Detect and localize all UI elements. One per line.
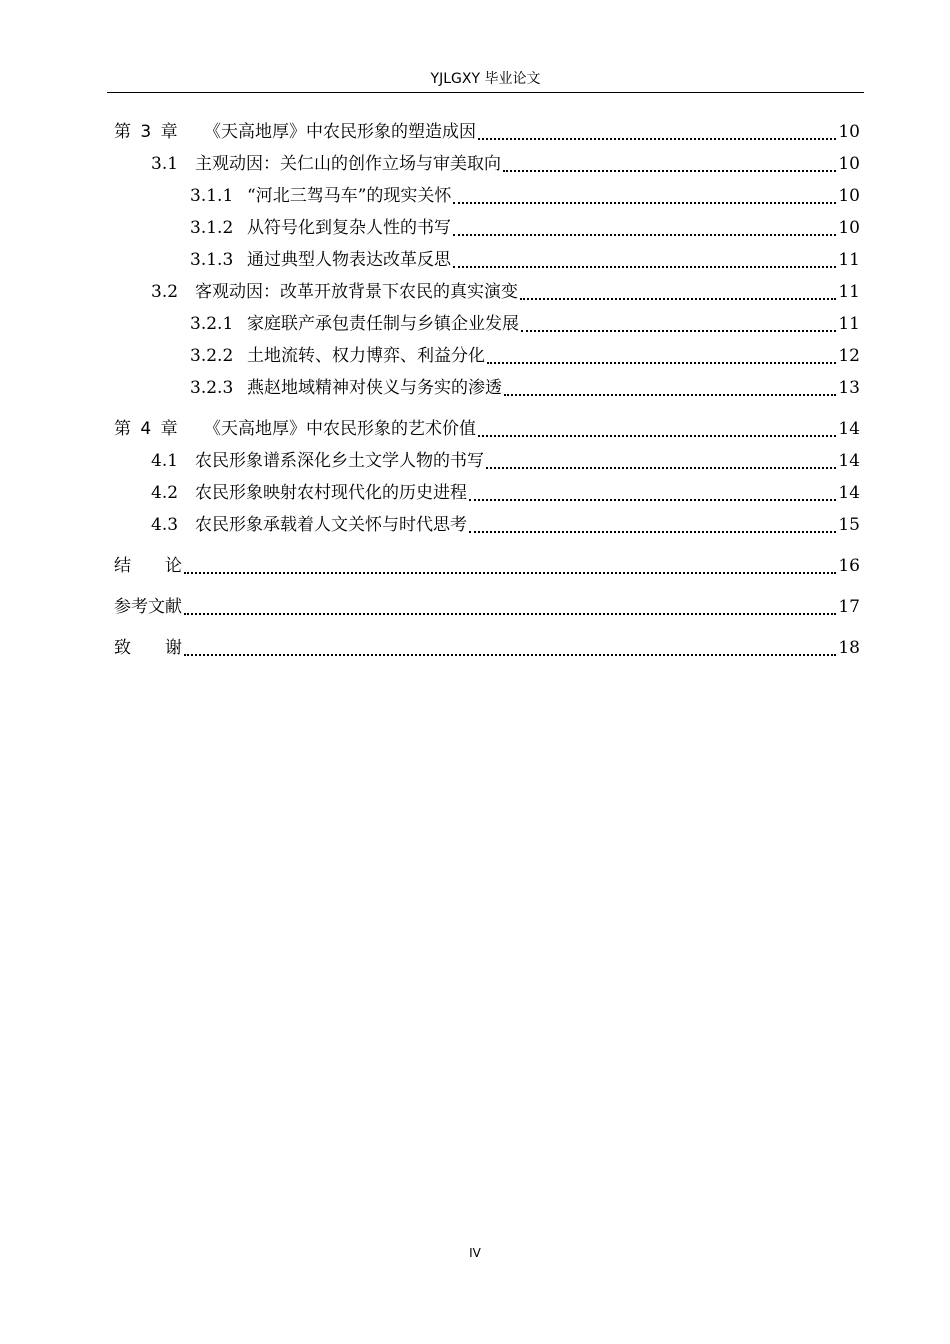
toc-title: 农民形象谱系深化乡土文学人物的书写: [195, 451, 484, 471]
toc-number: 第 3 章: [114, 122, 180, 142]
toc-page-number: 11: [838, 314, 860, 334]
toc-page-number: 18: [838, 638, 860, 658]
page-header: [107, 68, 864, 93]
toc-entry-4-3[interactable]: [114, 509, 860, 541]
toc-title: 农民形象承载着人文关怀与时代思考: [195, 515, 467, 535]
toc-title: 致 谢: [114, 638, 182, 658]
toc-number: 4.3: [151, 515, 179, 535]
toc-page-number: 17: [838, 597, 860, 617]
dot-leader: [478, 435, 836, 437]
page-footer: [0, 1246, 950, 1260]
dot-leader: [184, 654, 836, 656]
toc-number: 4.2: [151, 483, 179, 503]
toc-entry-3-2[interactable]: [114, 276, 860, 308]
toc-title: 参考文献: [114, 597, 182, 617]
toc-page-number: 10: [838, 154, 860, 174]
toc-page-number: 11: [838, 282, 860, 302]
toc-title: 农民形象映射农村现代化的历史进程: [195, 483, 467, 503]
toc-title: 主观动因：关仁山的创作立场与审美取向: [195, 154, 501, 174]
toc-title: 通过典型人物表达改革反思: [247, 250, 451, 270]
toc-page-number: 15: [838, 515, 860, 535]
toc-title: 家庭联产承包责任制与乡镇企业发展: [247, 314, 519, 334]
dot-leader: [453, 202, 836, 204]
toc-entry-chapter-3[interactable]: [114, 116, 860, 148]
toc-entry-3-2-2[interactable]: [114, 340, 860, 372]
toc-title: 《天高地厚》中农民形象的艺术价值: [204, 419, 476, 439]
dot-leader: [469, 499, 836, 501]
dot-leader: [453, 234, 836, 236]
dot-leader: [520, 298, 836, 300]
toc-title: 结 论: [114, 556, 182, 576]
toc-entry-3-2-1[interactable]: [114, 308, 860, 340]
dot-leader: [184, 572, 836, 574]
toc-title: 《天高地厚》中农民形象的塑造成因: [204, 122, 476, 142]
toc-number: 3.2.3: [190, 378, 234, 398]
toc-number: 第 4 章: [114, 419, 180, 439]
toc-number: 3.2.2: [190, 346, 234, 366]
toc-page-number: 14: [838, 451, 860, 471]
toc-page-number: 13: [838, 378, 860, 398]
dot-leader: [486, 467, 836, 469]
toc-title: 从符号化到复杂人性的书写: [247, 218, 451, 238]
dot-leader: [521, 330, 836, 332]
toc-number: 3.1.1: [190, 186, 234, 206]
toc-number: 3.1.3: [190, 250, 234, 270]
toc-title: 土地流转、权力博弈、利益分化: [247, 346, 485, 366]
toc-page-number: 12: [838, 346, 860, 366]
toc-entry-3-2-3[interactable]: [114, 372, 860, 404]
dot-leader: [504, 394, 836, 396]
toc-entry-chapter-4[interactable]: [114, 413, 860, 445]
toc-title: “河北三驾马车”的现实关怀: [247, 186, 452, 206]
toc-entry-4-1[interactable]: [114, 445, 860, 477]
table-of-contents: [114, 116, 860, 664]
toc-entry-3-1-2[interactable]: [114, 212, 860, 244]
toc-entry-3-1-3[interactable]: [114, 244, 860, 276]
toc-entry-conclusion[interactable]: [114, 550, 860, 582]
header-title: YJLGXY 毕业论文: [430, 71, 541, 87]
dot-leader: [469, 531, 836, 533]
toc-title: 燕赵地域精神对侠义与务实的渗透: [247, 378, 502, 398]
toc-number: 3.2.1: [190, 314, 234, 334]
dot-leader: [184, 613, 836, 615]
toc-entry-3-1-1[interactable]: [114, 180, 860, 212]
toc-page-number: 11: [838, 250, 860, 270]
toc-page-number: 10: [838, 186, 860, 206]
toc-number: 4.1: [151, 451, 179, 471]
toc-title: 客观动因：改革开放背景下农民的真实演变: [195, 282, 518, 302]
toc-number: 3.2: [151, 282, 179, 302]
toc-page-number: 16: [838, 556, 860, 576]
toc-page-number: 10: [838, 122, 860, 142]
toc-entry-acknowledgements[interactable]: [114, 632, 860, 664]
toc-entry-3-1[interactable]: [114, 148, 860, 180]
toc-entry-references[interactable]: [114, 591, 860, 623]
toc-page-number: 14: [838, 483, 860, 503]
dot-leader: [503, 170, 836, 172]
toc-entry-4-2[interactable]: [114, 477, 860, 509]
toc-page-number: 10: [838, 218, 860, 238]
dot-leader: [478, 138, 836, 140]
toc-page-number: 14: [838, 419, 860, 439]
footer-page-number: IV: [469, 1246, 481, 1260]
toc-number: 3.1.2: [190, 218, 234, 238]
toc-number: 3.1: [151, 154, 179, 174]
dot-leader: [453, 266, 836, 268]
dot-leader: [487, 362, 836, 364]
